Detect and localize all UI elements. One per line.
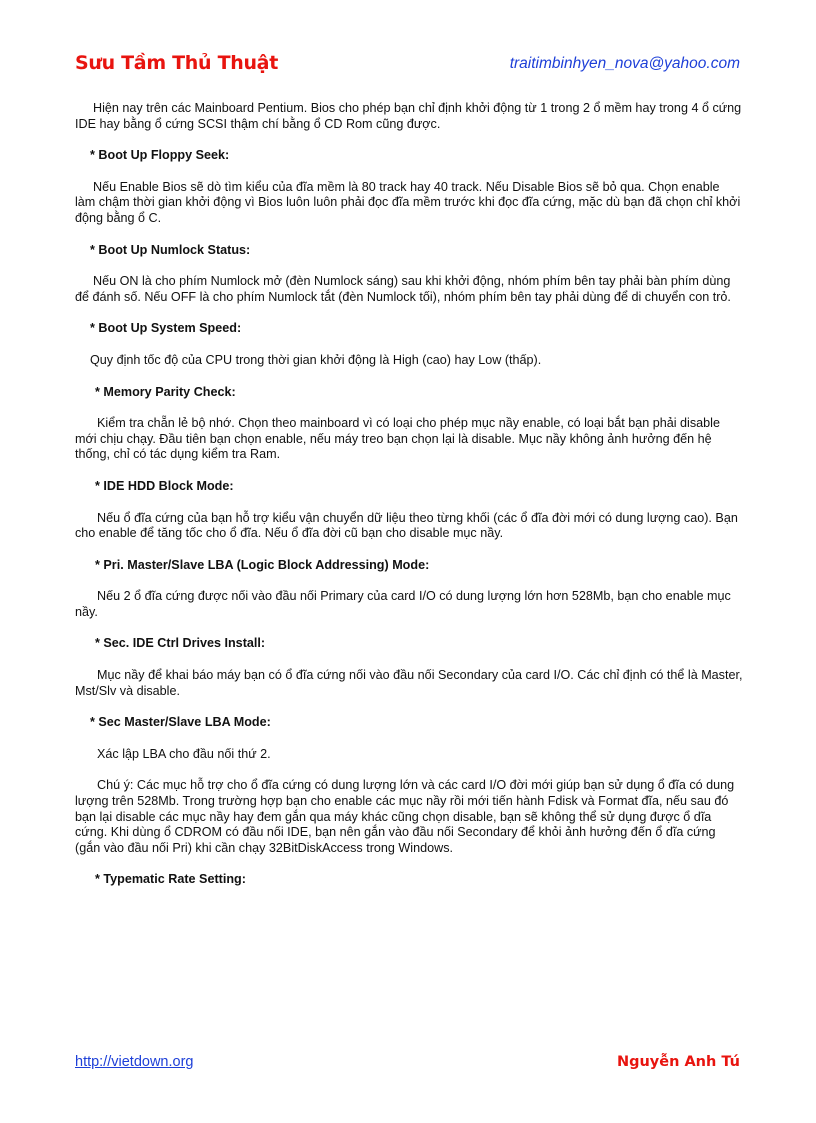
section-paragraph: Xác lập LBA cho đầu nối thứ 2. [97, 746, 271, 761]
author-email[interactable]: traitimbinhyen_nova@yahoo.com [509, 55, 740, 72]
section-paragraph: Nếu 2 ổ đĩa cứng được nối vào đầu nối Primary của card I/O có dung lượng lớn hơn 528Mb, bạn cho enable mục nầy. [75, 589, 731, 619]
section-paragraph: Nếu Enable Bios sẽ dò tìm kiểu của đĩa mềm là 80 track hay 40 track. Nếu Disable Bios sẽ bỏ qua. Chọn enable làm chậm thời gian khởi động vì Bios luôn luôn phải đọc đĩa mềm trước khi đọc đĩa cứng, mặc dù bạn đã chọn chỉ khởi động bằng ổ C. [75, 179, 741, 225]
section-heading: * Typematic Rate Setting: [95, 872, 246, 887]
note-paragraph: Chú ý: Các mục hỗ trợ cho ổ đĩa cứng có dung lượng lớn và các card I/O đời mới giúp bạn sử dụng ổ đĩa có dung lượng trên 528Mb. Trong trường hợp bạn cho enable các mục nầy rồi mới tiến hành Fdisk và Format đĩa, nếu sau đó bạn lại disable các mục nầy hay đem gắn qua máy khác cũng chọn disable, bạn sẽ không thể sử dụng được ổ dĩa cứng. Khi dùng ổ CDROM có đầu nối IDE, bạn nên gắn vào đầu nối Secondary để khỏi ảnh hưởng đến ổ dĩa cứng (gắn vào đầu nối Pri) khi cần chạy 32BitDiskAccess trong Windows. [75, 778, 735, 855]
page-header [75, 52, 740, 78]
section-heading: * Boot Up Floppy Seek: [90, 148, 230, 163]
section-heading: * Boot Up System Speed: [90, 321, 242, 336]
section-heading: * Pri. Master/Slave LBA (Logic Block Addressing) Mode: [95, 557, 430, 572]
section-heading: * Boot Up Numlock Status: [90, 242, 251, 257]
author-name: Nguyễn Anh Tú [616, 1054, 740, 1070]
page-footer [75, 1054, 740, 1076]
section-heading: * Memory Parity Check: [95, 384, 236, 399]
intro-paragraph: Hiện nay trên các Mainboard Pentium. Bios cho phép bạn chỉ định khởi động từ 1 trong 2 ổ mềm hay trong 4 ổ cứng IDE hay bằng ổ cứng SCSI thậm chí bằng ổ CD Rom cũng được. [75, 101, 742, 131]
section-paragraph: Mục nầy để khai báo máy bạn có ổ đĩa cứng nối vào đầu nối Secondary của card I/O. Các chỉ định có thể là Master, Mst/Slv và disable. [75, 668, 743, 698]
site-title: Sưu Tầm Thủ Thuật [75, 52, 278, 74]
section-paragraph: Kiểm tra chẵn lẻ bộ nhớ. Chọn theo mainboard vì có loại cho phép mục nầy enable, có loại bắt bạn phải disable mới chịu chạy. Đầu tiên bạn chọn enable, nếu máy treo bạn chọn lại là disable. Mục nầy không ảnh hưởng đến hệ thống, chỉ có tác dụng kiểm tra Ram. [75, 416, 720, 462]
site-link[interactable]: http://vietdown.org [75, 1054, 194, 1070]
section-paragraph: Nếu ON là cho phím Numlock mở (đèn Numlock sáng) sau khi khởi động, nhóm phím bên tay phải bàn phím dùng để đánh số. Nếu OFF là cho phím Numlock tắt (đèn Numlock tối), nhóm phím bên tay phải dùng để di chuyển con trỏ. [75, 274, 731, 304]
section-paragraph: Quy định tốc độ của CPU trong thời gian khởi động là High (cao) hay Low (thấp). [90, 352, 542, 367]
section-paragraph: Nếu ổ đĩa cứng của bạn hỗ trợ kiểu vận chuyển dữ liệu theo từng khối (các ổ đĩa đời mới có dung lượng cao). Bạn cho enable để tăng tốc cho ổ đĩa. Nếu ổ đĩa đời cũ bạn cho disable mục nầy. [75, 510, 738, 541]
document-body [75, 101, 743, 904]
section-heading: * Sec. IDE Ctrl Drives Install: [95, 636, 266, 651]
section-heading: * Sec Master/Slave LBA Mode: [90, 715, 271, 730]
section-heading: * IDE HDD Block Mode: [95, 478, 234, 493]
